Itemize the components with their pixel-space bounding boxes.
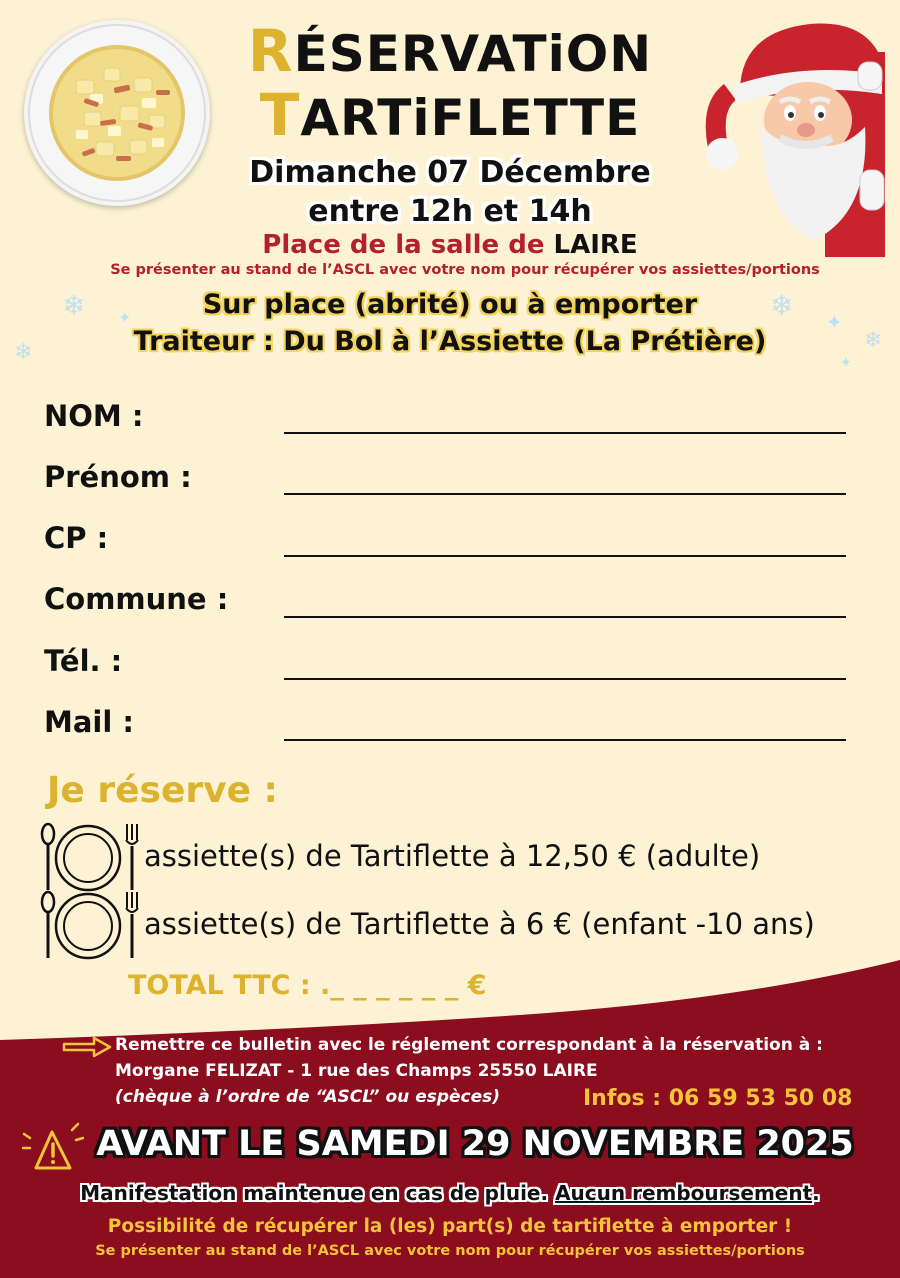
child-plate-line: assiette(s) de Tartiflette à 6 € (enfant -10 ans) [144, 907, 815, 941]
event-place [150, 230, 750, 260]
plate-cutlery-icon [38, 890, 142, 962]
snowflake-icon: ❄ [770, 289, 794, 322]
snowflake-icon: ❄ [62, 289, 86, 322]
takeaway-note: Possibilité de récupérer la (les) part(s) de tartiflette à emporter ! [107, 1216, 793, 1237]
field-line-nom[interactable] [284, 432, 846, 434]
adult-plate-line: assiette(s) de Tartiflette à 12,50 € (adulte) [144, 839, 761, 873]
field-line-tel[interactable] [284, 678, 846, 680]
deadline-banner: AVANT LE SAMEDI 29 NOVEMBRE 2025 [96, 1124, 854, 1164]
snowflake-icon: ❄ [14, 340, 33, 365]
event-date: Dimanche 07 Décembre [249, 155, 651, 190]
snowflake-icon: ✦ [826, 310, 843, 334]
snowflake-icon: ✦ [840, 355, 852, 371]
caterer-info: Traiteur : Du Bol à l’Assiette (La Prétière) [133, 326, 767, 357]
title-line-2 [150, 81, 750, 149]
title-rest-2: ARTiFLETTE [300, 89, 641, 147]
warning-icon [22, 1118, 84, 1174]
payment-text: (chèque à l’ordre de “ASCL” ou espèces) [115, 1087, 501, 1107]
reserve-heading: Je réserve : [47, 770, 278, 811]
address-text: Morgane FELIZAT - 1 rue des Champs 25550 LAIRE [115, 1061, 598, 1081]
field-label-cp: CP : [44, 521, 109, 555]
snowflake-icon: ❄ [864, 328, 883, 353]
title-initial-t: T [259, 81, 301, 149]
place-prefix: Place de la salle de [262, 230, 545, 260]
service-option: Sur place (abrité) ou à emporter [202, 289, 698, 320]
place-town: LAIRE [553, 230, 638, 260]
title-rest-1: ÉSERVATiON [293, 25, 653, 83]
rain-notice [20, 1181, 880, 1205]
total-ttc: TOTAL TTC : ._ _ _ _ _ _ € [128, 970, 487, 1001]
present-note-bottom: Se présenter au stand de l’ASCL avec votre nom pour récupérer vos assiettes/portions [95, 1243, 805, 1259]
snowflake-icon: ✦ [118, 308, 132, 327]
remettre-text: Remettre ce bulletin avec le réglement correspondant à la réservation à : [115, 1035, 823, 1055]
field-label-tel: Tél. : [44, 644, 123, 678]
field-label-nom: NOM : [44, 399, 144, 433]
plate-cutlery-icon [38, 822, 142, 894]
field-line-commune[interactable] [284, 616, 846, 618]
field-line-cp[interactable] [284, 555, 846, 557]
field-line-mail[interactable] [284, 739, 846, 741]
arrow-right-icon [62, 1036, 112, 1058]
field-line-prenom[interactable] [284, 493, 846, 495]
infos-phone: Infos : 06 59 53 50 08 [583, 1086, 853, 1111]
present-note-top: Se présenter au stand de l’ASCL avec votre nom pour récupérer vos assiettes/portions [110, 262, 820, 278]
rain-text: Manifestation maintenue en cas de pluie. [80, 1181, 549, 1205]
title-initial-r: R [247, 17, 294, 85]
event-time: entre 12h et 14h [308, 194, 592, 229]
field-label-prenom: Prénom : [44, 460, 192, 494]
title-line-1 [150, 17, 750, 85]
field-label-mail: Mail : [44, 705, 135, 739]
field-label-commune: Commune : [44, 582, 229, 616]
no-refund-dot: . [812, 1181, 820, 1205]
no-refund-text: Aucun remboursement [555, 1181, 813, 1205]
